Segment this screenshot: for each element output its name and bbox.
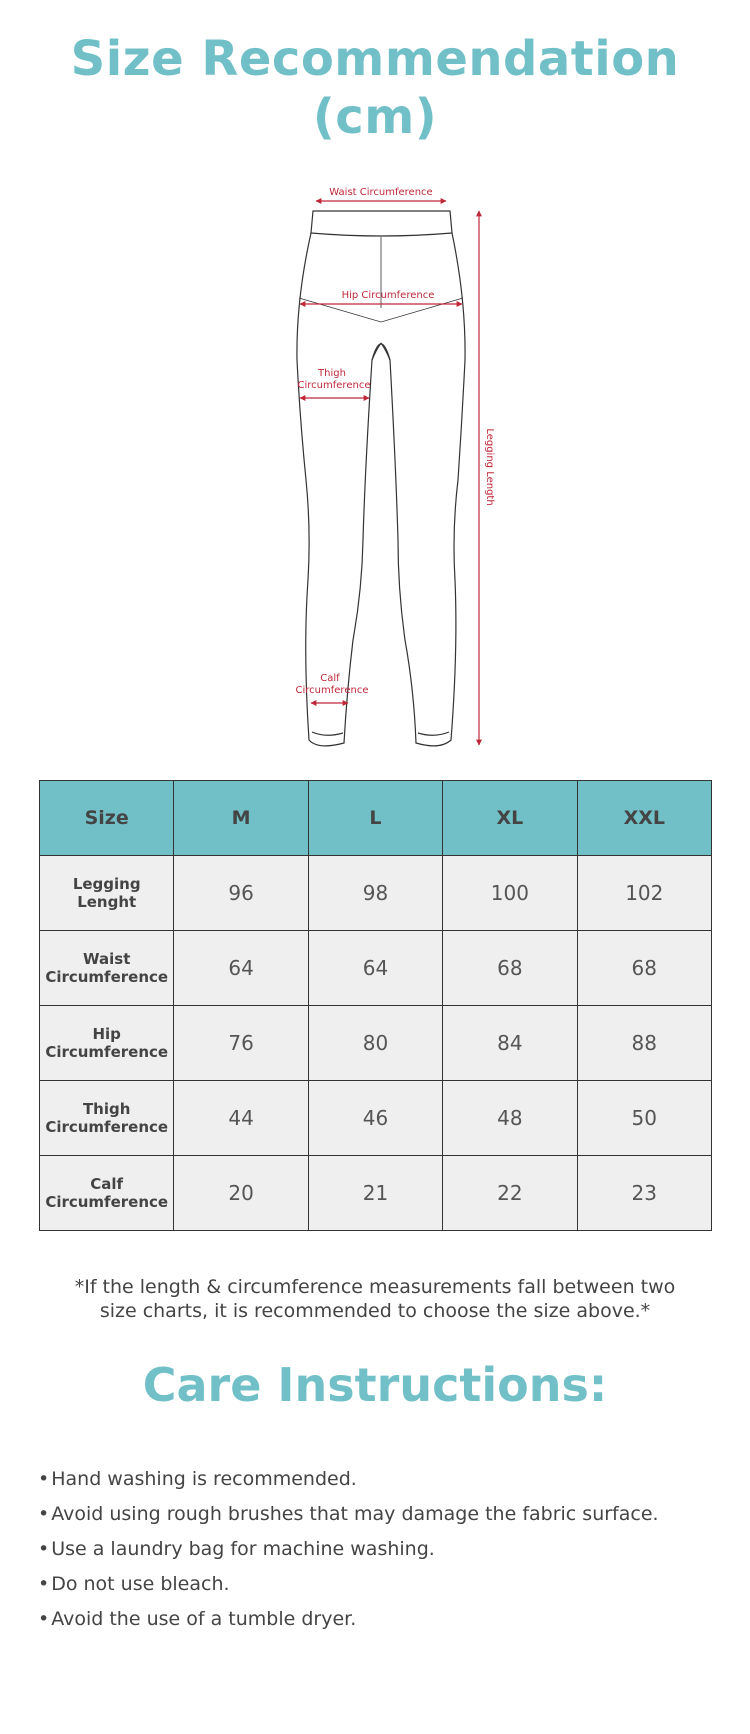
legging-diagram xyxy=(0,160,750,760)
list-item: • Avoid using rough brushes that may damage the fabric surface. xyxy=(38,1497,718,1532)
header-l: L xyxy=(308,781,442,856)
row-label-calf: Calf Circumference xyxy=(40,1156,174,1231)
list-item: • Hand washing is recommended. xyxy=(38,1462,718,1497)
header-xl: XL xyxy=(443,781,577,856)
calf-label-line2: Circumference xyxy=(295,685,369,696)
table-cell: 23 xyxy=(577,1156,711,1231)
table-cell: 68 xyxy=(443,931,577,1006)
table-cell: 76 xyxy=(174,1006,308,1081)
size-note-line2: size charts, it is recommended to choose the size above.* xyxy=(99,1300,651,1322)
length-label: Legging Length xyxy=(484,428,495,506)
table-cell: 44 xyxy=(174,1081,308,1156)
thigh-label-line2: Circumference xyxy=(297,380,371,391)
page-title xyxy=(0,30,750,146)
table-cell: 21 xyxy=(308,1156,442,1231)
table-cell: 64 xyxy=(174,931,308,1006)
table-header-row xyxy=(40,781,712,856)
hip-label: Hip Circumference xyxy=(341,290,435,301)
header-size: Size xyxy=(40,781,174,856)
waist-label: Waist Circumference xyxy=(329,187,433,198)
table-cell: 64 xyxy=(308,931,442,1006)
care-title: Care Instructions: xyxy=(142,1358,608,1412)
row-label-hip: Hip Circumference xyxy=(40,1006,174,1081)
page-title-line2: (cm) xyxy=(312,89,438,145)
table-row xyxy=(40,856,712,931)
row-label-thigh: Thigh Circumference xyxy=(40,1081,174,1156)
page-title-line1: Size Recommendation xyxy=(70,31,680,87)
size-note-line1: *If the length & circumference measurements fall between two xyxy=(74,1276,676,1298)
header-m: M xyxy=(174,781,308,856)
measurement-lines xyxy=(297,201,479,745)
table-row xyxy=(40,1006,712,1081)
table-cell: 96 xyxy=(174,856,308,931)
care-list xyxy=(38,1462,718,1637)
table-cell: 50 xyxy=(577,1081,711,1156)
table-cell: 100 xyxy=(443,856,577,931)
table-cell: 68 xyxy=(577,931,711,1006)
table-cell: 20 xyxy=(174,1156,308,1231)
table-row xyxy=(40,931,712,1006)
list-item: • Use a laundry bag for machine washing. xyxy=(38,1532,718,1567)
list-item: • Do not use bleach. xyxy=(38,1567,718,1602)
table-cell: 48 xyxy=(443,1081,577,1156)
size-table xyxy=(39,780,712,1231)
table-row xyxy=(40,1156,712,1231)
header-xxl: XXL xyxy=(577,781,711,856)
calf-label-line1: Calf xyxy=(320,673,340,684)
table-cell: 98 xyxy=(308,856,442,931)
row-label-legging-length: Legging Lenght xyxy=(40,856,174,931)
table-cell: 84 xyxy=(443,1006,577,1081)
table-cell: 88 xyxy=(577,1006,711,1081)
row-label-waist: Waist Circumference xyxy=(40,931,174,1006)
size-note xyxy=(40,1275,710,1323)
thigh-label-line1: Thigh xyxy=(318,368,346,379)
table-cell: 102 xyxy=(577,856,711,931)
table-cell: 22 xyxy=(443,1156,577,1231)
table-cell: 46 xyxy=(308,1081,442,1156)
list-item: • Avoid the use of a tumble dryer. xyxy=(38,1602,718,1637)
table-cell: 80 xyxy=(308,1006,442,1081)
table-row xyxy=(40,1081,712,1156)
